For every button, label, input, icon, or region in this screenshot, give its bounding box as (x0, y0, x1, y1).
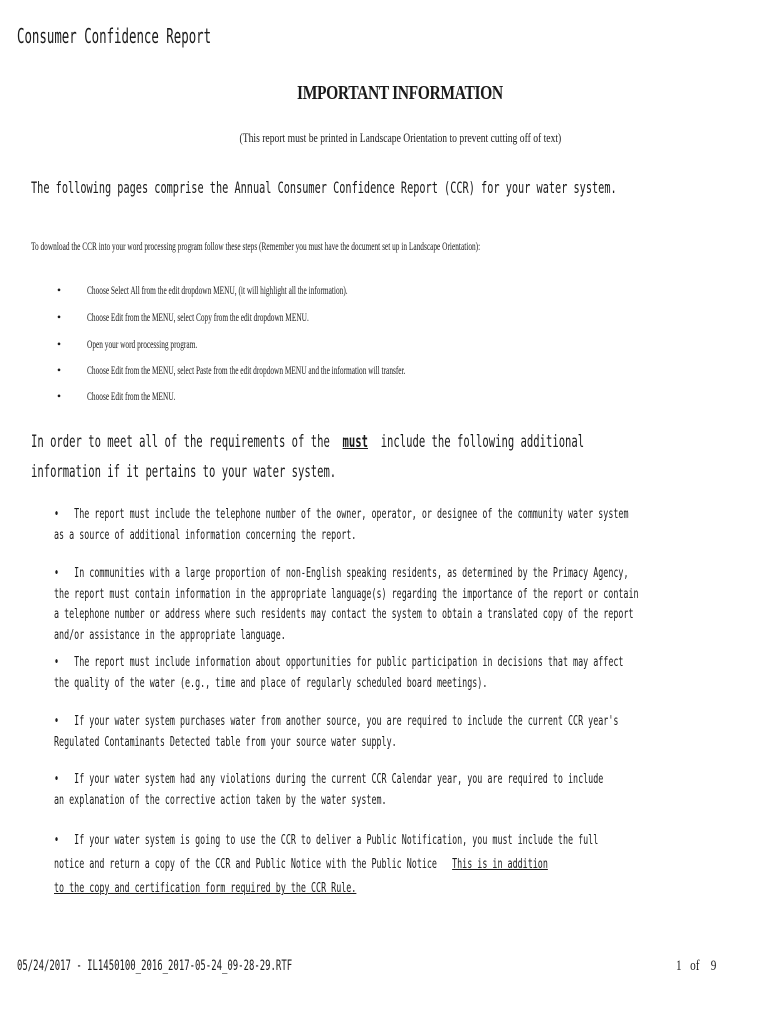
intro-paragraph: The following pages comprise the Annual Consumer Confidence Report (CCR) for your water system. (31, 178, 617, 197)
requirements-heading-text: include the following additional (380, 432, 585, 451)
requirement-item: • If your water system purchases water from another source, you are required to include the current CCR year's Regulated Contaminants Detected table from your source water supply. (54, 713, 619, 750)
requirements-heading (31, 427, 770, 487)
step-text: Choose Edit from the MENU, select Copy from the edit dropdown MENU. (87, 312, 309, 324)
requirement-item: • The report must include the telephone number of the owner, operator, or designee of the community water system as a source of additional information concerning the report. (54, 506, 629, 543)
document-header-title: Consumer Confidence Report (17, 24, 212, 48)
requirement-item: • The report must include information about opportunities for public participation in decisions that may affect the quality of the water (e.g., time and place of regularly scheduled board meetings). (54, 654, 624, 691)
page-number: 1 of 9 (676, 958, 717, 974)
bullet: • (54, 565, 60, 581)
underlined-note: to the copy and certification form required by the CCR Rule. (54, 880, 357, 896)
requirement-item: • In communities with a large proportion of non-English speaking residents, as determined by the Primacy Agency, the report must contain information in the appropriate language(s) regarding the importance of the report or contain a telephone number or address where such residents may contact the system to obtain a translated copy of the report and/or assistance in the appropriate language. (54, 565, 639, 643)
print-orientation-note: (This report must be printed in Landscape Orientation to prevent cutting off of text) (239, 130, 561, 145)
bullet: • (54, 506, 60, 522)
step-text: Choose Edit from the MENU, select Paste from the edit dropdown MENU and the information will transfer. (87, 365, 406, 377)
must-emphasis: must (342, 432, 368, 451)
bullet: • (54, 771, 60, 787)
step-text: Open your word processing program. (87, 339, 198, 351)
bullet: • (57, 365, 62, 377)
bullet: • (57, 391, 62, 403)
bullet: • (54, 832, 60, 848)
bullet: • (57, 312, 62, 324)
bullet: • (54, 713, 60, 729)
requirement-item: • If your water system had any violations during the current CCR Calendar year, you are required to include an explanation of the corrective action taken by the water system. (54, 771, 604, 808)
footer-file-id: 05/24/2017 - IL1450100_2016_2017-05-24_09-28-29.RTF (17, 958, 293, 974)
download-instructions: To download the CCR into your word processing program follow these steps (Remember you must have the document set up in Landscape Orientation): (31, 241, 481, 253)
bullet: • (54, 654, 60, 670)
bullet: • (57, 339, 62, 351)
requirements-heading-text: In order to meet all of the requirements of the (31, 432, 330, 451)
step-text: Choose Edit from the MENU. (87, 391, 176, 403)
underlined-note: This is in addition (452, 856, 548, 872)
page-title: IMPORTANT INFORMATION (297, 82, 503, 104)
requirements-heading-line2: information if it pertains to your water system. (31, 462, 337, 481)
bullet: • (57, 285, 62, 297)
requirement-item: • If your water system is going to use the CCR to deliver a Public Notification, you must include the full notice and return a copy of the CCR and Public Notice with the Public Notice This is in addition to the copy and certification form required by the CCR Rule. (54, 832, 599, 896)
step-text: Choose Select All from the edit dropdown MENU, (it will highlight all the information). (87, 285, 348, 297)
